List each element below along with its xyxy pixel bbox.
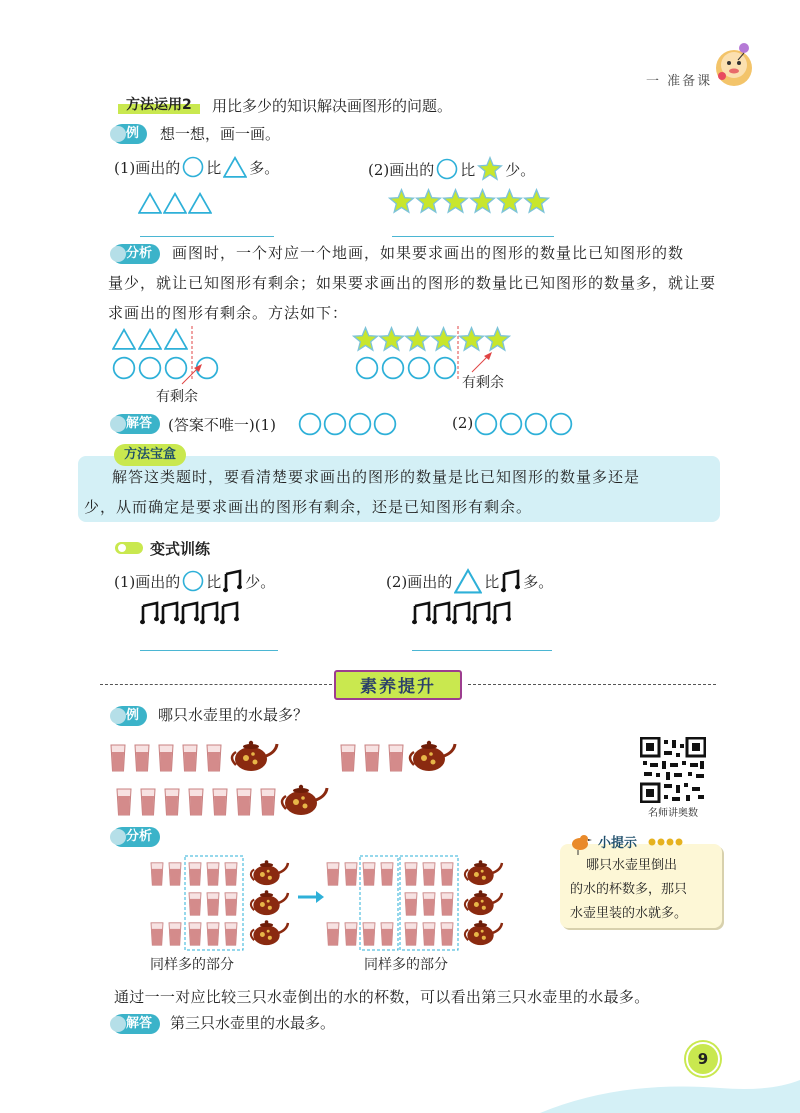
q1-suffix: 多。 (249, 158, 280, 177)
answer-line-1 (140, 236, 274, 237)
variant-title: 变式训练 (150, 540, 211, 558)
example-q1 (114, 156, 279, 178)
answer-part2: (2) (452, 414, 474, 432)
q2-suffix: 少。 (505, 160, 536, 179)
conclusion: 通过一一对应比较三只水壶倒出的水的杯数，可以看出第三只水壶里的水最多。 (114, 988, 650, 1006)
vq1-mid: 比 (206, 572, 222, 591)
analysis-line-1: 画图时，一个对应一个地画，如果要求画出的图形的数量比已知图形的数 (172, 244, 685, 262)
treasure-line-2: 少，从而确定是要求画出的图形有剩余，还是已知图形有剩余。 (84, 498, 533, 516)
arrow-left (180, 362, 210, 386)
answer-line-3 (140, 650, 278, 651)
pots-row-3 (116, 782, 330, 818)
method-title: 用比多少的知识解决画图形的问题。 (212, 97, 453, 115)
star-row (388, 188, 550, 216)
vq2-prefix: (2)画出的 (386, 572, 453, 591)
variant-q1 (114, 568, 275, 594)
answer-line-4 (412, 650, 552, 651)
triangle-icon (454, 568, 482, 594)
literacy-banner: 素养提升 (334, 670, 462, 700)
tip-title: 小提示 (598, 836, 638, 851)
music-note-icon (501, 568, 521, 594)
mascot-icon (712, 38, 760, 90)
answer-note: (答案不唯一)(1) (168, 416, 276, 434)
circle-icon (182, 156, 204, 178)
compare-diagram-right (324, 852, 509, 952)
star-icon (477, 156, 503, 182)
footer-wave (0, 1040, 800, 1113)
q2-prefix: (2)画出的 (368, 160, 435, 179)
example-prompt: 想一想，画一画。 (160, 125, 281, 143)
same-label-right: 同样多的部分 (364, 957, 448, 973)
analysis-line-3: 求画出的图形有剩余。方法如下： (108, 304, 349, 322)
answer2-tag: 解答 (112, 1014, 160, 1034)
example-q2 (368, 156, 535, 182)
analysis-tag: 分析 (112, 244, 160, 264)
tip-dots (648, 837, 688, 847)
example2-tag: 例 (112, 706, 147, 726)
vq1-prefix: (1)画出的 (114, 572, 181, 591)
vq2-suffix: 多。 (523, 572, 554, 591)
compare-diagram-left (148, 852, 293, 952)
example-tag: 例 (112, 124, 147, 144)
tip-line-2: 的水的杯数多，那只 (570, 882, 688, 897)
vq1-suffix: 少。 (245, 572, 276, 591)
variant-icon (114, 541, 144, 555)
notes-row-1 (140, 600, 244, 628)
treasure-tag: 方法宝盒 (114, 444, 186, 466)
banner-divider-right (468, 684, 716, 685)
pots-row-1 (110, 738, 280, 774)
variant-q2 (386, 568, 553, 594)
example2-question: 哪只水壶里的水最多？ (158, 706, 309, 724)
section-header: 一 准备课 (646, 74, 713, 89)
transform-arrow (296, 890, 326, 904)
pots-row-2 (340, 738, 460, 774)
notes-row-2 (412, 600, 516, 628)
triangle-row (138, 192, 214, 214)
circle-icon (182, 570, 204, 592)
same-label-left: 同样多的部分 (150, 957, 234, 973)
tip-line-3: 水壶里装的水就多。 (570, 906, 688, 921)
banner-divider-left (100, 684, 332, 685)
qr-code[interactable] (640, 737, 706, 803)
answer2-circles (474, 412, 574, 436)
triangle-icon (223, 156, 247, 178)
answer1-circles (298, 412, 398, 436)
treasure-line-1: 解答这类题时，要看清楚要求画出的图形的数量是比已知图形的数量多还是 (112, 468, 641, 486)
analysis2-tag: 分析 (112, 827, 160, 847)
qr-caption: 名师讲奥数 (648, 808, 698, 819)
q1-mid: 比 (206, 158, 222, 177)
method-tag: 方法运用2 (118, 94, 200, 114)
tip-line-1: 哪只水壶里倒出 (586, 858, 678, 873)
q1-prefix: (1)画出的 (114, 158, 181, 177)
answer-line-2 (392, 236, 554, 237)
analysis-line-2: 量少，就让已知图形有剩余；如果要求画出的图形的数量比已知图形的数量多，就让要 (108, 274, 717, 292)
remainder-label-left: 有剩余 (156, 389, 198, 405)
arrow-right (470, 350, 500, 374)
music-note-icon (223, 568, 243, 594)
vq2-mid: 比 (484, 572, 500, 591)
q2-mid: 比 (460, 160, 476, 179)
page-number: 9 (686, 1042, 720, 1076)
answer2-text: 第三只水壶里的水最多。 (170, 1014, 336, 1032)
answer-tag: 解答 (112, 414, 160, 434)
circle-icon (436, 158, 458, 180)
bird-icon (568, 830, 592, 856)
remainder-label-right: 有剩余 (462, 375, 504, 391)
